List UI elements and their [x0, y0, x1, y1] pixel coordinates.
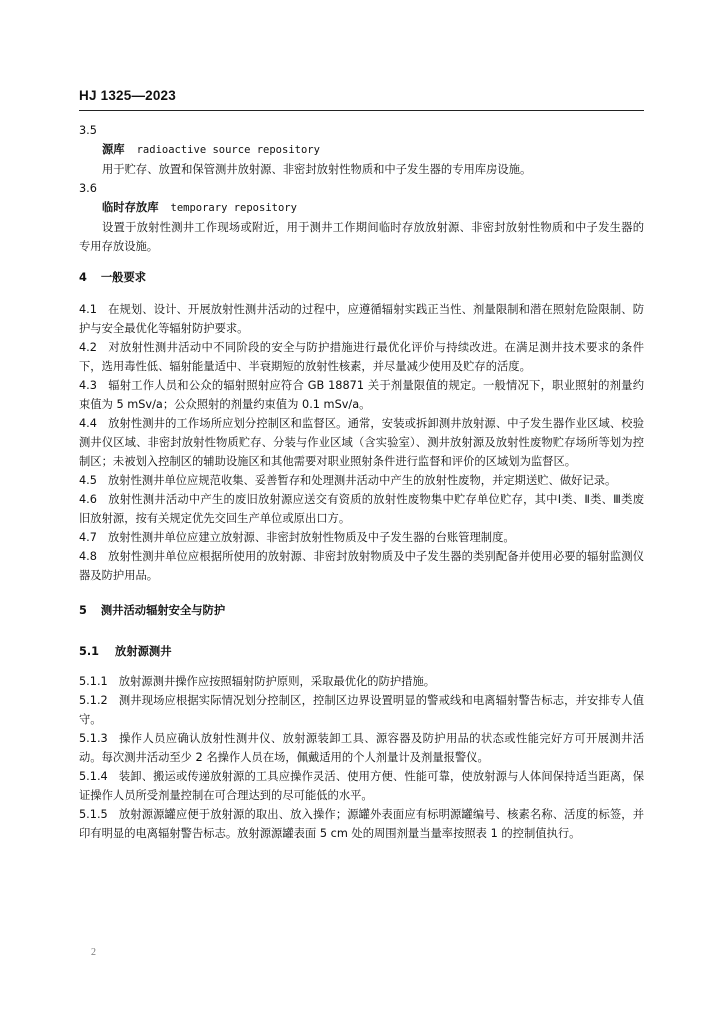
clause-text: 辐射工作人员和公众的辐射照射应符合 GB 18871 关于剂量限值的规定。一般情况下，职业照射的剂量约束值为 5 mSv/a；公众照射的剂量约束值为 0.1 mSv/a。	[79, 379, 644, 411]
clause-number: 4.5	[79, 474, 97, 487]
clause-number: 4.4	[79, 417, 97, 430]
clause-text: 放射性测井单位应根据所使用的放射源、非密封放射物质及中子发生器的类别配备并使用必要的辐射监测仪器及防护用品。	[79, 550, 644, 582]
section-number: 4	[79, 271, 87, 284]
term-english: radioactive source repository	[136, 144, 320, 156]
term-definition: 用于贮存、放置和保管测井放射源、非密封放射性物质和中子发生器的专用库房设施。	[102, 163, 532, 176]
section-title: 测井活动辐射安全与防护	[100, 604, 226, 617]
clause-number: 4.7	[79, 531, 97, 544]
term-chinese: 临时存放库	[102, 201, 159, 214]
section-title: 一般要求	[100, 271, 147, 284]
clause-text: 在规划、设计、开展放射性测井活动的过程中，应遵循辐射实践正当性、剂量限制和潜在照射危险限制、防护与安全最优化等辐射防护要求。	[79, 303, 644, 335]
clause-number: 4.8	[79, 550, 97, 563]
clause-text: 放射性测井单位应建立放射源、非密封放射性物质及中子发生器的台账管理制度。	[107, 531, 515, 544]
term-heading	[79, 198, 644, 218]
clause	[79, 805, 644, 843]
term-number: 3.6	[79, 182, 97, 195]
clause-number: 5.1.5	[79, 808, 108, 821]
subsection-title: 放射源测井	[115, 645, 172, 658]
term-chinese: 源库	[102, 143, 125, 156]
clause-number: 4.2	[79, 341, 97, 354]
clause	[79, 376, 644, 414]
clause	[79, 528, 644, 547]
clause	[79, 729, 644, 767]
clause-number: 5.1.3	[79, 732, 108, 745]
clause	[79, 338, 644, 376]
clause-number: 4.1	[79, 303, 97, 316]
document-body	[79, 121, 644, 843]
page-number: 2	[91, 947, 96, 958]
clause-text: 测井现场应根据实际情况划分控制区，控制区边界设置明显的警戒线和电离辐射警告标志，并安排专人值守。	[79, 694, 644, 726]
term-definition: 设置于放射性测井工作现场或附近，用于测井工作期间临时存放放射源、非密封放射性物质和中子发生器的专用存放设施。	[79, 221, 644, 253]
section-heading	[79, 601, 644, 620]
clause	[79, 767, 644, 805]
clause	[79, 471, 644, 490]
clause	[79, 672, 644, 691]
clause-text: 放射源源罐应便于放射源的取出、放入操作；源罐外表面应有标明源罐编号、核素名称、活度的标签，并印有明显的电离辐射警告标志。放射源源罐表面 5 cm 处的周围剂量当量率按照表 1 的控制值执行。	[79, 808, 644, 840]
clause	[79, 490, 644, 528]
clause-text: 放射性测井的工作场所应划分控制区和监督区。通常，安装或拆卸测井放射源、中子发生器作业区域、校验测井仪区域、非密封放射性物质贮存、分装与作业区域（含实验室）、测井放射源及放射性废物贮存场所等划为控制区；未被划入控制区的辅助设施区和其他需要对职业照射条件进行监督和评价的区域划为监督区。	[79, 417, 644, 468]
section-number: 5	[79, 604, 87, 617]
clause-text: 操作人员应确认放射性测井仪、放射源装卸工具、源容器及防护用品的状态或性能完好方可开展测井活动。每次测井活动至少 2 名操作人员在场，佩戴适用的个人剂量计及剂量报警仪。	[79, 732, 644, 764]
clause-text: 对放射性测井活动中不同阶段的安全与防护措施进行最优化评价与持续改进。在满足测井技术要求的条件下，选用毒性低、辐射能量适中、半衰期短的放射性核素，并尽量减少使用及贮存的活度。	[79, 341, 644, 373]
header-rule	[79, 110, 644, 111]
clause	[79, 414, 644, 471]
clause-text: 放射性测井单位应规范收集、妥善暂存和处理测井活动中产生的放射性废物，并定期送贮、做好记录。	[107, 474, 617, 487]
clause-text: 放射性测井活动中产生的废旧放射源应送交有资质的放射性废物集中贮存单位贮存，其中Ⅰ类、Ⅱ类、Ⅲ类废旧放射源，按有关规定优先交回生产单位或原出口方。	[79, 493, 644, 525]
clause	[79, 547, 644, 585]
clause-text: 放射源测井操作应按照辐射防护原则，采取最优化的防护措施。	[118, 675, 436, 688]
clause-number: 5.1.2	[79, 694, 108, 707]
clause-number: 5.1.1	[79, 675, 108, 688]
clause-number: 5.1.4	[79, 770, 108, 783]
term-english: temporary repository	[170, 202, 297, 214]
clause-text: 装卸、搬运或传递放射源的工具应操作灵活、使用方便、性能可靠，使放射源与人体间保持适当距离，保证操作人员所受剂量控制在可合理达到的尽可能低的水平。	[79, 770, 644, 802]
clause-number: 4.3	[79, 379, 97, 392]
clause	[79, 300, 644, 338]
term-number: 3.5	[79, 124, 97, 137]
subsection-heading	[79, 642, 644, 661]
term-heading	[79, 140, 644, 160]
subsection-number: 5.1	[79, 645, 100, 658]
section-heading	[79, 268, 644, 287]
standard-code: HJ 1325—2023	[79, 88, 176, 103]
clause-number: 4.6	[79, 493, 97, 506]
clause	[79, 691, 644, 729]
